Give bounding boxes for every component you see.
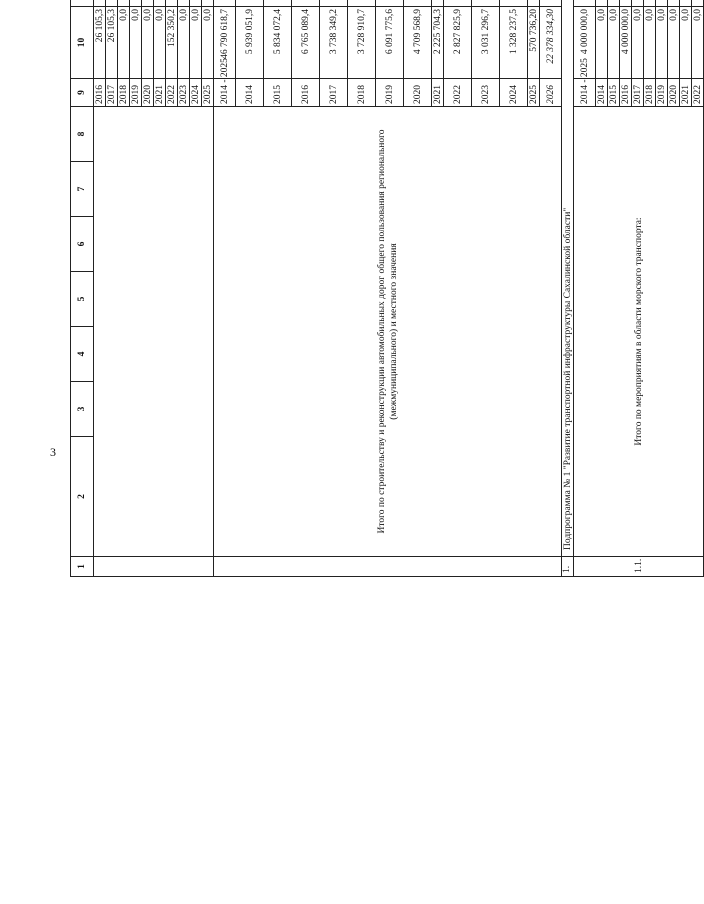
federal-cell (264, 0, 292, 7)
total-cell: 6 765 089,4 (292, 7, 320, 79)
table-row (94, 0, 106, 577)
year-cell: 2014 - 2025 (214, 79, 236, 107)
federal-cell (500, 0, 528, 7)
federal-cell (130, 0, 142, 7)
year-cell: 2018 (118, 79, 130, 107)
year-cell: 2016 (620, 79, 632, 107)
total-cell: 3 031 296,7 (472, 7, 500, 79)
year-cell: 2022 (166, 79, 178, 107)
total-cell: 0,0 (596, 7, 608, 79)
total-cell: 0,0 (668, 7, 680, 79)
federal-cell (118, 0, 130, 7)
total-cell: 3 738 349,2 (320, 7, 348, 79)
federal-cell (644, 0, 656, 7)
year-cell: 2026 (540, 79, 562, 107)
total-cell: 0,0 (118, 7, 130, 79)
column-header-9: 9 (71, 79, 94, 107)
year-cell: 2022 (692, 79, 704, 107)
year-cell: 2014 (596, 79, 608, 107)
rotated-table-frame (70, 9, 703, 891)
column-header-2: 2 (71, 437, 94, 557)
federal-cell (608, 0, 620, 7)
column-header-6: 6 (71, 217, 94, 272)
subprogram-row (562, 0, 574, 577)
year-cell: 2014 - 2025 (574, 79, 596, 107)
federal-cell (692, 0, 704, 7)
year-cell: 2020 (668, 79, 680, 107)
year-cell: 2023 (472, 79, 500, 107)
federal-cell (404, 0, 432, 7)
year-cell: 2016 (292, 79, 320, 107)
year-cell: 2020 (142, 79, 154, 107)
total-cell: 6 091 775,6 (376, 7, 404, 79)
column-header-1: 1 (71, 557, 94, 577)
road-construction-total-label: Итого по строительству и реконструкции автомобильных дорог общего пользования регионального (межмуниципального) и местного значения (214, 107, 562, 557)
total-cell: 2 225 704,3 (432, 7, 444, 79)
federal-cell (620, 0, 632, 7)
federal-cell (94, 0, 106, 7)
total-cell: 1 328 237,5 (500, 7, 528, 79)
page-number: 3 (50, 445, 56, 459)
year-cell: 2025 (528, 79, 540, 107)
federal-cell (292, 0, 320, 7)
year-cell: 2015 (608, 79, 620, 107)
name-cell (94, 107, 214, 557)
column-number-header (71, 0, 94, 577)
year-cell: 2024 (500, 79, 528, 107)
total-cell: 0,0 (142, 7, 154, 79)
year-cell: 2017 (632, 79, 644, 107)
column-header-3: 3 (71, 382, 94, 437)
total-cell: 5 939 051,9 (236, 7, 264, 79)
federal-cell (632, 0, 644, 7)
year-cell: 2019 (130, 79, 142, 107)
total-cell: 570 736,20 (528, 7, 540, 79)
rotated-table-content (70, 0, 703, 577)
federal-cell (432, 0, 444, 7)
year-cell: 2015 (264, 79, 292, 107)
subprogram-number: 1. (562, 557, 574, 577)
year-cell: 2018 (348, 79, 376, 107)
federal-cell (668, 0, 680, 7)
total-cell: 4 000 000,0 (574, 7, 596, 79)
federal-cell (166, 0, 178, 7)
year-cell: 2018 (644, 79, 656, 107)
federal-cell (656, 0, 668, 7)
column-header-7: 7 (71, 162, 94, 217)
year-cell: 2017 (320, 79, 348, 107)
federal-cell (540, 0, 562, 7)
federal-cell (320, 0, 348, 7)
table-row (214, 0, 236, 577)
federal-cell (178, 0, 190, 7)
year-cell: 2023 (178, 79, 190, 107)
year-cell: 2024 (190, 79, 202, 107)
federal-cell (348, 0, 376, 7)
total-cell: 0,0 (608, 7, 620, 79)
index-cell (214, 557, 562, 577)
federal-cell (190, 0, 202, 7)
column-header-5: 5 (71, 272, 94, 327)
year-cell: 2025 (202, 79, 214, 107)
column-header-10: 10 (71, 7, 94, 79)
total-cell: 4 000 000,0 (620, 7, 632, 79)
total-cell: 0,0 (190, 7, 202, 79)
total-cell: 26 105,3 (106, 7, 118, 79)
total-cell: 0,0 (644, 7, 656, 79)
total-cell: 2 827 825,9 (444, 7, 472, 79)
total-cell: 152 350,2 (166, 7, 178, 79)
federal-cell (444, 0, 472, 7)
total-cell: 0,0 (632, 7, 644, 79)
total-cell: 0,0 (130, 7, 142, 79)
federal-cell (680, 0, 692, 7)
total-cell: 0,0 (154, 7, 166, 79)
year-cell: 2021 (680, 79, 692, 107)
federal-cell (214, 0, 236, 7)
total-cell: 0,0 (692, 7, 704, 79)
column-header-8: 8 (71, 107, 94, 162)
year-cell: 2019 (656, 79, 668, 107)
program-funding-table (70, 0, 704, 577)
year-cell: 2017 (106, 79, 118, 107)
year-cell: 2022 (444, 79, 472, 107)
federal-cell (528, 0, 540, 7)
total-cell: 26 105,3 (94, 7, 106, 79)
federal-cell (236, 0, 264, 7)
total-cell: 0,0 (202, 7, 214, 79)
total-cell: 3 728 910,7 (348, 7, 376, 79)
federal-cell (142, 0, 154, 7)
index-cell (94, 557, 214, 577)
year-cell: 2019 (376, 79, 404, 107)
year-cell: 2014 (236, 79, 264, 107)
federal-cell (154, 0, 166, 7)
total-cell: 22 378 334,30 (540, 7, 562, 79)
federal-cell (202, 0, 214, 7)
total-cell: 5 834 072,4 (264, 7, 292, 79)
sea-transport-total-label: Итого по мероприятиям в области морского транспорта: (574, 107, 704, 557)
federal-cell (376, 0, 404, 7)
year-cell: 2021 (154, 79, 166, 107)
federal-cell (106, 0, 118, 7)
subprogram-title: Подпрограмма № 1 "Развитие транспортной инфраструктуры Сахалинской области" (562, 0, 574, 557)
table-row (574, 0, 596, 577)
total-cell: 4 709 568,9 (404, 7, 432, 79)
total-cell: 0,0 (680, 7, 692, 79)
sea-transport-number: 1.1. (574, 557, 704, 577)
column-header-4: 4 (71, 327, 94, 382)
table-body (94, 0, 704, 577)
total-cell: 0,0 (178, 7, 190, 79)
year-cell: 2020 (404, 79, 432, 107)
federal-cell (574, 0, 596, 7)
total-cell: 0,0 (656, 7, 668, 79)
year-cell: 2016 (94, 79, 106, 107)
federal-cell (472, 0, 500, 7)
column-header-11 (71, 0, 94, 7)
total-cell: 46 790 618,7 (214, 7, 236, 79)
federal-cell (596, 0, 608, 7)
year-cell: 2021 (432, 79, 444, 107)
